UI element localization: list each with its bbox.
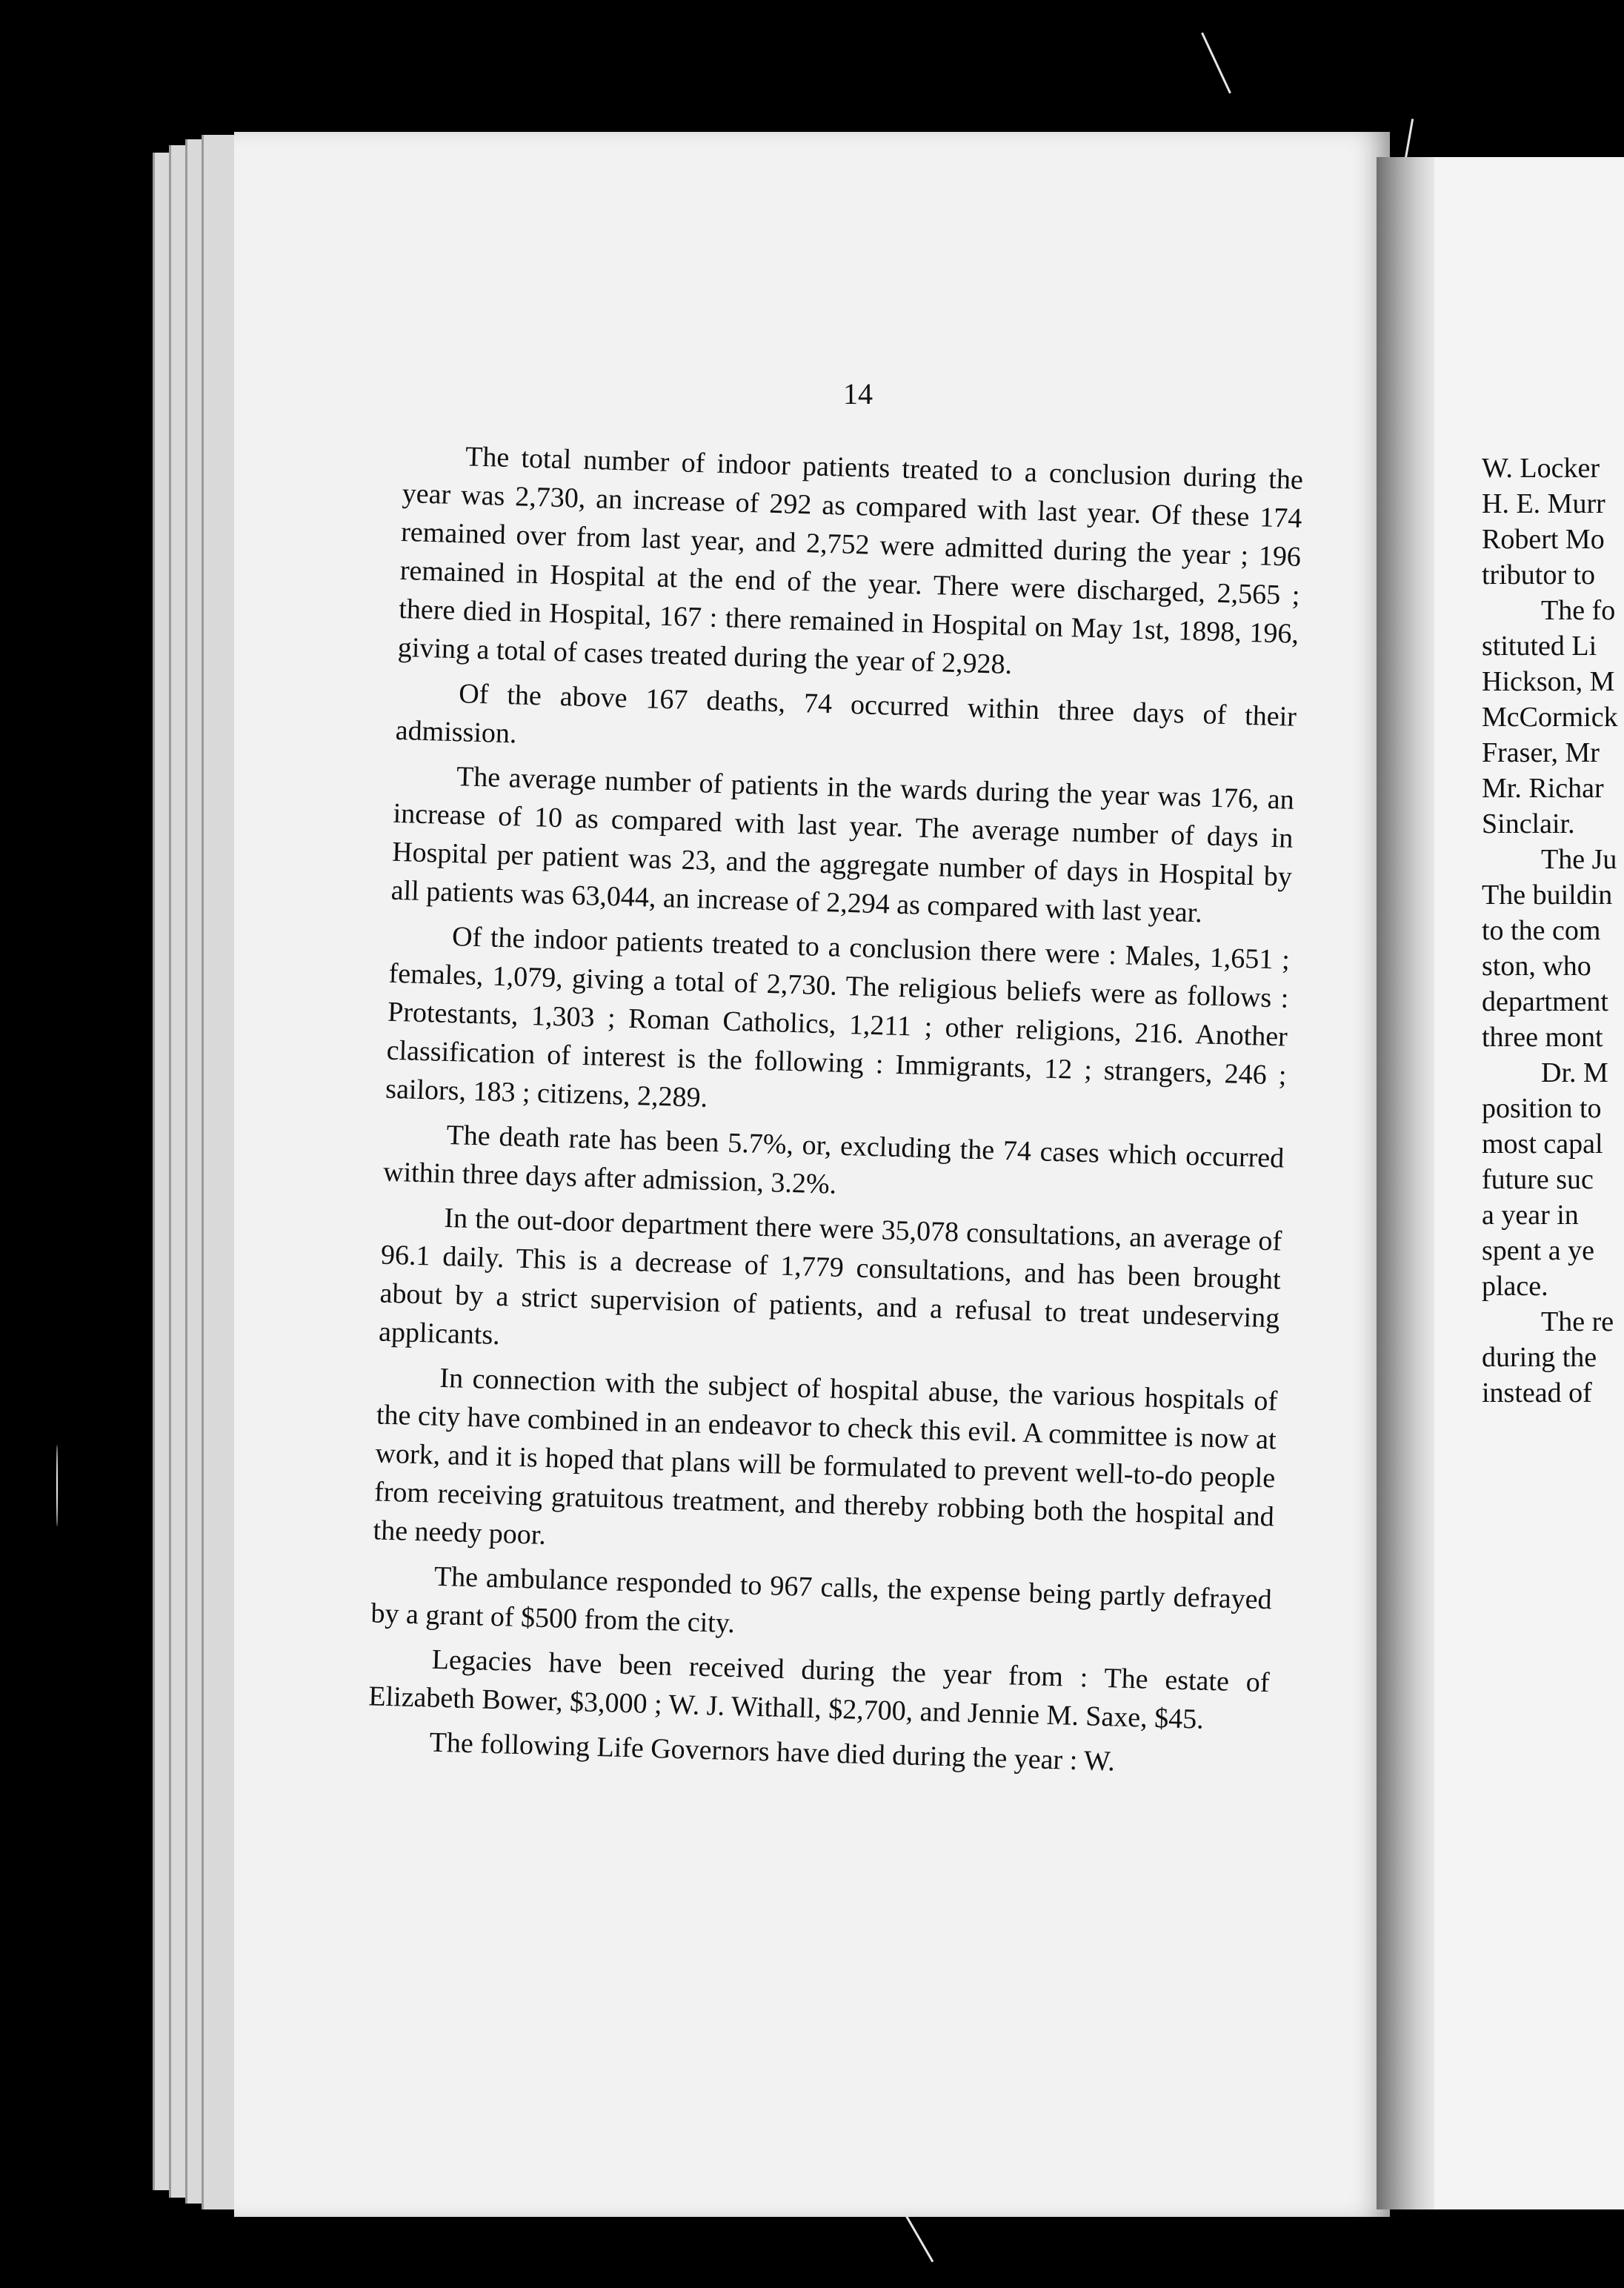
paragraph: In the out-door department there were 35,078 consultations, an average of 96.1 daily. This is a decrease of 1,779 consultations, and has been brought about by a strict supervision of patients, and a refusal to treat undeserving applicants. (378, 1202, 1282, 1351)
text-line: The fo (1541, 595, 1616, 626)
text-line: The re (1541, 1306, 1614, 1337)
text-line: The buildin (1482, 879, 1613, 911)
text-line: during the (1482, 1342, 1597, 1373)
paragraph: In connection with the subject of hospital abuse, the various hospitals of the city have combined in an endeavor to check this evil. A committee is now at work, and it is hoped that plans will be formulated to prevent well-to-do people from receiving gratuitous treatment, and thereby robbing both the hospital and the needy poor. (373, 1362, 1278, 1551)
paragraph: Of the indoor patients treated to a conclusion there were : Males, 1,651 ; females, 1,079, giving a total of 2,730. The religious beliefs were as follows : Protestants, 1,303 ; Roman Catholics, 1,211 ; other religions, 216. Another classification of interest is the following : Immigrants, 12 ; strangers, 246 ; sailors, 183 ; citizens, 2,289. (385, 921, 1291, 1114)
text-line: McCormick (1482, 702, 1618, 733)
text-line: to the com (1482, 915, 1601, 946)
text-line: most capal (1482, 1128, 1603, 1160)
text-line: H. E. Murr (1482, 488, 1605, 519)
text-line: tributor to (1482, 559, 1596, 591)
scan-artifact (56, 1445, 58, 1526)
text-line: future suc (1482, 1164, 1594, 1195)
left-page-body (367, 436, 1304, 1791)
paragraph: The following Life Governors have died during the year : W. (429, 1726, 1116, 1777)
right-page-body (1482, 450, 1624, 1411)
paragraph: The death rate has been 5.7%, or, excluding the 74 cases which occurred within three days after admission, 3.2%. (382, 1119, 1285, 1200)
paragraph: The total number of indoor patients treated to a conclusion during the year was 2,730, an increase of 292 as compared with last year. Of these 174 remained over from last year, and 2,752 were admitted during the year ; 196 remained in Hospital at the end of the year. There were discharged, 2,565 ; there died in Hospital, 167 : there remained in Hospital on May 1st, 1898, 196, giving a total of cases treated during the year of 2,928. (397, 441, 1304, 681)
text-line: Robert Mo (1482, 524, 1605, 555)
text-line: Hickson, M (1482, 666, 1615, 697)
paragraph: The average number of patients in the wards during the year was 176, an increase of 10 as compared with last year. The average number of days in Hospital per patient was 23, and the aggregate number of days in Hospital by all patients was 63,044, an increase of 2,294 as compared with last year. (390, 761, 1295, 929)
paragraph: The ambulance responded to 967 calls, the expense being partly defrayed by a grant of $500 from the city. (370, 1560, 1273, 1640)
text-line: place. (1482, 1271, 1548, 1302)
text-line: Mr. Richar (1482, 773, 1604, 804)
text-line: position to (1482, 1093, 1602, 1124)
page-number: 14 (843, 377, 873, 410)
text-line: a year in (1482, 1200, 1579, 1231)
book-gutter (1377, 157, 1434, 2209)
text-line: stituted Li (1482, 631, 1597, 662)
scan-artifact (1201, 33, 1231, 94)
text-line: W. Locker (1482, 453, 1600, 484)
text-line: Sinclair. (1482, 808, 1575, 839)
text-line: The Ju (1541, 844, 1617, 875)
text-line: Fraser, Mr (1482, 737, 1600, 768)
text-line: spent a ye (1482, 1235, 1594, 1266)
text-line: instead of (1482, 1377, 1592, 1409)
text-line: Dr. M (1541, 1057, 1608, 1088)
scan-artifact (1404, 119, 1414, 163)
text-line: ston, who (1482, 951, 1591, 982)
text-line: three mont (1482, 1022, 1603, 1053)
text-line: department (1482, 986, 1608, 1017)
paragraph: Of the above 167 deaths, 74 occurred within three days of their admission. (395, 678, 1297, 750)
paragraph: Legacies have been received during the year from : The estate of Elizabeth Bower, $3,000 ; W. J. Withall, $2,700, and Jennie M. Saxe, $45. (367, 1643, 1271, 1735)
